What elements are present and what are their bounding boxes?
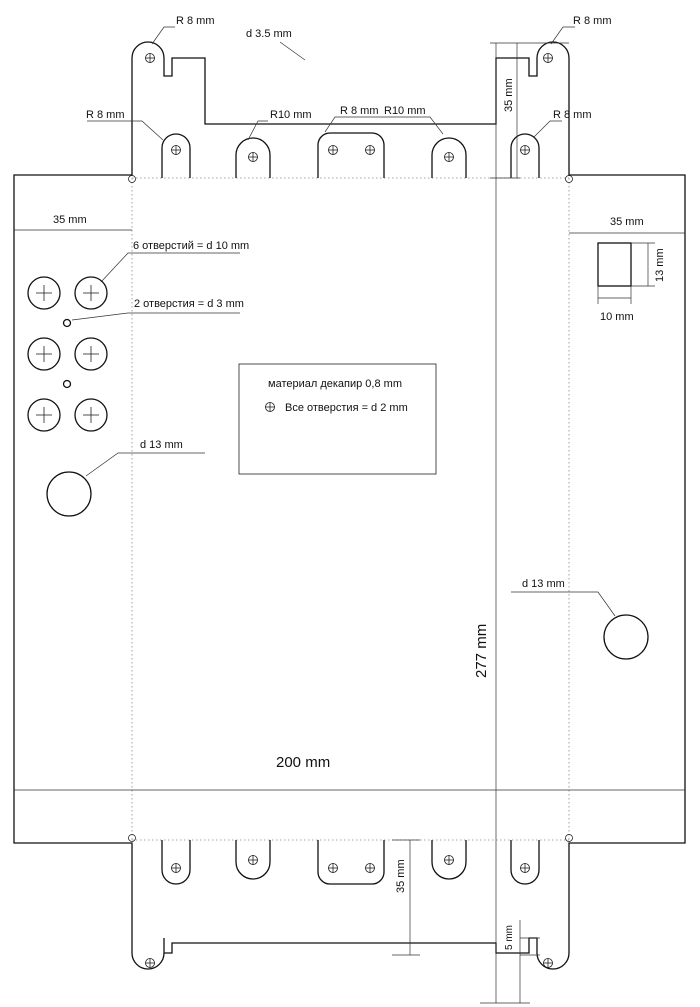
label-10: 10 mm (600, 311, 634, 323)
label-277: 277 mm (473, 623, 490, 678)
label-r8-top-left: R 8 mm (176, 15, 215, 27)
label-13: 13 mm (654, 248, 666, 282)
d10-holes (28, 277, 107, 431)
part-outline (14, 42, 685, 969)
top-tab-holes (145, 53, 553, 63)
label-35-top-right: 35 mm (503, 78, 515, 112)
note-material: материал декапир 0,8 mm (268, 378, 402, 390)
label-2-holes: 2 отверстия = d 3 mm (134, 298, 244, 310)
label-35-bottom: 35 mm (395, 859, 407, 893)
d3-holes (64, 320, 71, 388)
label-r8-right: R 8 mm (553, 109, 592, 121)
label-r8-left: R 8 mm (86, 109, 125, 121)
label-35-right: 35 mm (610, 216, 644, 228)
label-d35: d 3.5 mm (246, 28, 292, 40)
label-5: 5 mm (504, 925, 515, 950)
bottom-slots (162, 840, 539, 884)
note-holes: Все отверстия = d 2 mm (285, 402, 408, 414)
label-200: 200 mm (276, 754, 331, 771)
bottom-tab-holes (145, 958, 553, 968)
label-r8-center: R 8 mm (340, 105, 379, 117)
label-d13-left: d 13 mm (140, 439, 183, 451)
top-slots (162, 133, 539, 178)
label-6-holes: 6 отверстий = d 10 mm (133, 240, 250, 252)
rect-cutout (598, 243, 631, 286)
label-d13-right: d 13 mm (522, 578, 565, 590)
label-r10-right: R10 mm (384, 105, 426, 117)
d13-hole-right (604, 615, 648, 659)
label-r8-top-right: R 8 mm (573, 15, 612, 27)
label-r10-left: R10 mm (270, 109, 312, 121)
d13-hole-left (47, 472, 91, 516)
label-35-left: 35 mm (53, 214, 87, 226)
